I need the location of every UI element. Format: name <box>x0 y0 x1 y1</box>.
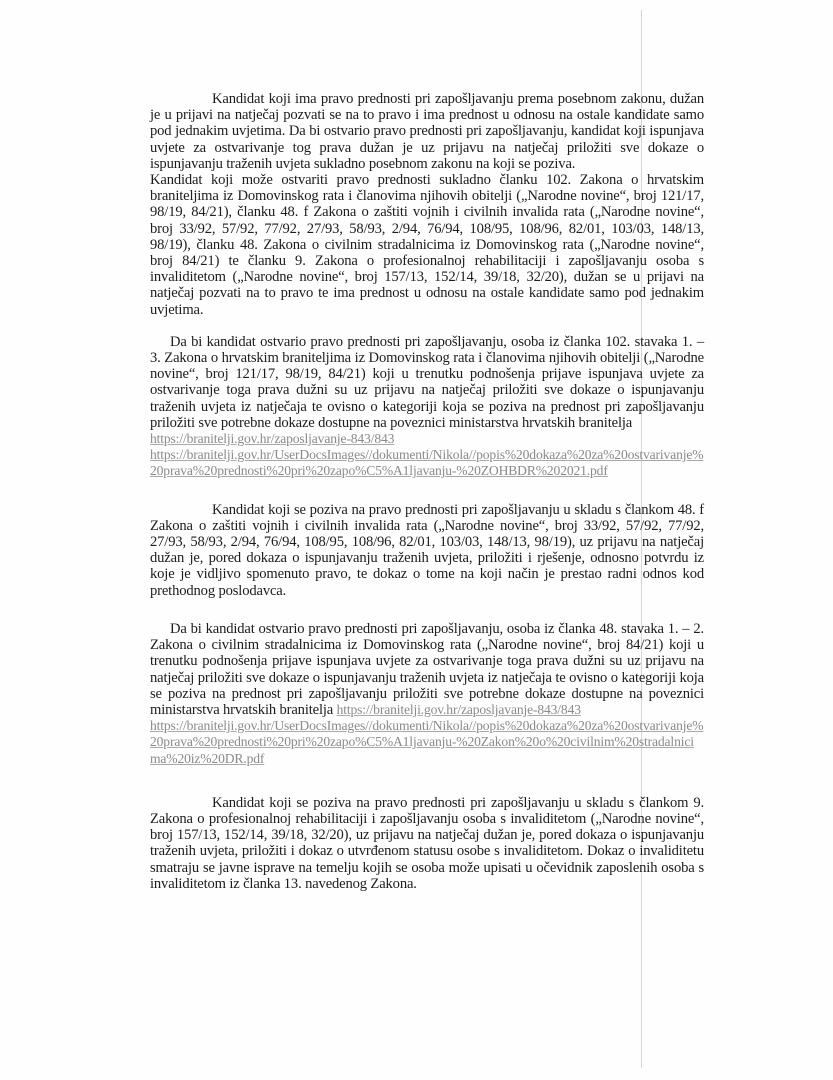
paragraph-veterans: Da bi kandidat ostvario pravo prednosti pri zapošljavanju, osoba iz članka 102. stavaka 1. – 3. Zakona o hrvatskim braniteljima iz Domovinskog rata i članovima njihovih obitelji („Narodne novine“, broj 121/17, 98/19, 84/21) koji u trenutku podnošenja prijave ispunjava uvjete za ostvarivanje toga prava dužni su uz prijavu na natječaj priložiti sve dokaze o ispunjavanju traženih uvjeta iz natječaja te ovisno o kategoriji koja se poziva na prednost pri zapošljavanju priložiti sve potrebne dokaze dostupne na poveznici ministarstva hrvatskih branitelja <box>150 333 704 431</box>
link-veterans-documents-pdf[interactable]: https://branitelji.gov.hr/UserDocsImages//dokumenti/Nikola//popis%20dokaza%20za%20ostvarivanje%20prava%20prednosti%20pri%20zapo%C5%A1ljavanju-%20ZOHBDR%202021.pdf <box>150 447 704 479</box>
paragraph-war-invalids: Kandidat koji se poziva na pravo prednosti pri zapošljavanju u skladu s člankom 48. f Zakona o zaštiti vojnih i civilnih invalida rata („Narodne novine“, broj 33/92, 57/92, 77/92, 27/93, 58/93, 2/94, 76/94, 108/95, 108/96, 82/01, 103/03, 148/13, 98/19), uz prijavu na natječaj dužan je, pored dokaza o ispunjavanju traženih uvjeta, priložiti i rješenje, odnosno potvrdu iz koje je vidljivo spomenuto pravo, te dokaz o tome na koji način je prestao radni odnos kod prethodnog poslodavca. <box>150 501 704 599</box>
document-body <box>150 91 704 892</box>
paragraph-veterans-block <box>150 334 704 480</box>
paragraph-civil-victims-text: Da bi kandidat ostvario pravo prednosti pri zapošljavanju, osoba iz članka 48. stavaka 1. – 2. Zakona o civilnim stradalnicima iz Domovinskog rata („Narodne novine“, broj 84/21) koji u trenutku podnošenja prijave ispunjava uvjete za ostvarivanje toga prava dužni su uz prijavu na natječaj priložiti sve dokaze o ispunjavanju traženih uvjeta iz natječaja te ovisno o kategoriji koja se poziva na prednost pri zapošljavanju priložiti sve potrebne dokaze dostupne na poveznici ministarstva hrvatskih branitelja <box>150 620 704 718</box>
paragraph-civil-victims <box>150 621 704 718</box>
paragraph-civil-victims-block <box>150 621 704 767</box>
paragraph-priority-general: Kandidat koji ima pravo prednosti pri zapošljavanju prema posebnom zakonu, dužan je u prijavi na natječaj pozvati se na to pravo i ima prednost u odnosu na ostale kandidate samo pod jednakim uvjetima. Da bi ostvario pravo prednosti pri zapošljavanju, kandidat koji ispunjava uvjete za ostvarivanje tog prava dužan je uz prijavu na natječaj priložiti sve dokaze o ispunjavanju traženih uvjeta sukladno posebnom zakonu na koji se poziva. <box>150 91 704 172</box>
paragraph-priority-laws: Kandidat koji može ostvariti pravo prednosti sukladno članku 102. Zakona o hrvatskim braniteljima iz Domovinskog rata i članovima njihovih obitelji („Narodne novine“, broj 121/17, 98/19, 84/21), članku 48. f Zakona o zaštiti vojnih i civilnih invalida rata („Narodne novine“, broj 33/92, 57/92, 77/92, 27/93, 58/93, 2/94, 76/94, 108/95, 108/96, 82/01, 103/03, 148/13, 98/19), članku 48. Zakona o civilnim stradalnicima iz Domovinskog rata („Narodne novine“, broj 84/21) te članku 9. Zakona o profesionalnoj rehabilitaciji i zapošljavanju osoba s invaliditetom („Narodne novine“, broj 157/13, 152/14, 39/18, 32/20), dužan se u prijavi na natječaj pozvati na to pravo te ima prednost u odnosu na ostale kandidate samo pod jednakim uvjetima. <box>150 172 704 318</box>
paragraph-disability: Kandidat koji se poziva na pravo prednosti pri zapošljavanju u skladu s člankom 9. Zakona o profesionalnoj rehabilitaciji i zapošljavanju osoba s invaliditetom („Narodne novine“, broj 157/13, 152/14, 39/18, 32/20), uz prijavu na natječaj dužan je, pored dokaza o ispunjavanju traženih uvjeta, priložiti i dokaz o utvrđenom statusu osobe s invaliditetom. Dokaz o invaliditetu smatraju se javne isprave na temelju kojih se osoba može upisati u očevidnik zaposlenih osoba s invaliditetom iz članka 13. navedenog Zakona. <box>150 794 704 892</box>
link-civil-victims-employment[interactable]: https://branitelji.gov.hr/zaposljavanje-843/843 <box>336 701 581 717</box>
link-civil-victims-documents-pdf[interactable]: https://branitelji.gov.hr/UserDocsImages//dokumenti/Nikola//popis%20dokaza%20za%20ostvarivanje%20prava%20prednosti%20pri%20zapo%C5%A1ljavanju-%20Zakon%20o%20civilnim%20stradalnicima%20iz%20DR.pdf <box>150 718 704 766</box>
link-veterans-employment[interactable]: https://branitelji.gov.hr/zaposljavanje-843/843 <box>150 431 395 447</box>
